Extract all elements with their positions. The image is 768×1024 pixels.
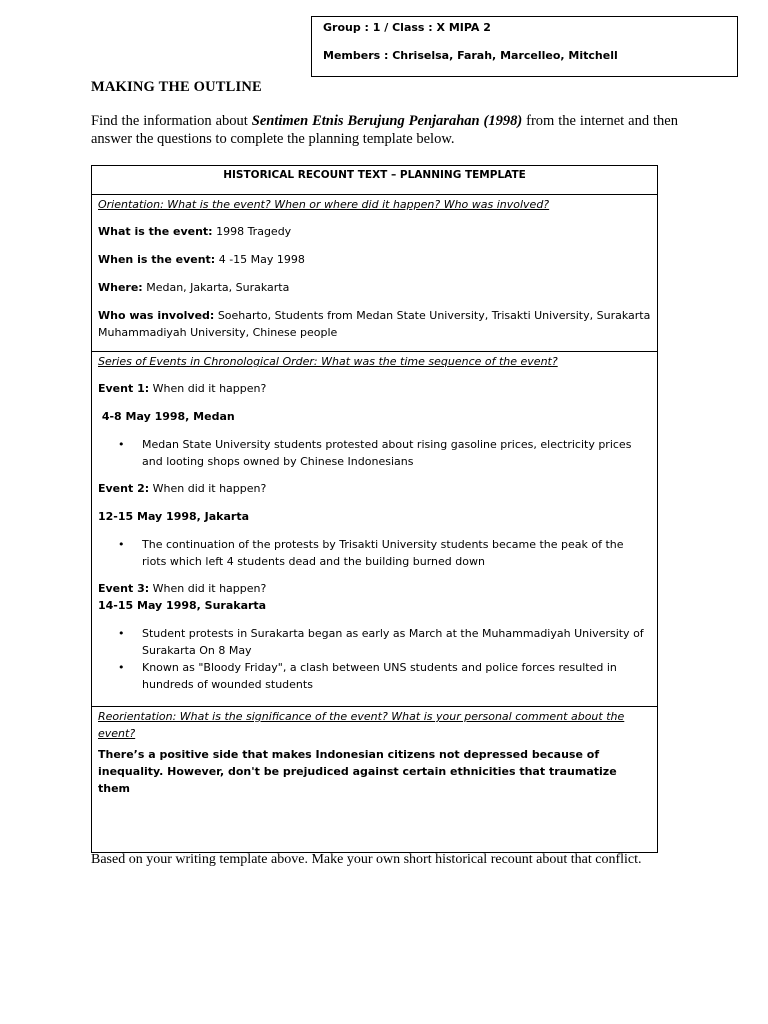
event-when-label: When is the event: bbox=[98, 253, 216, 266]
event-3-label: Event 3: bbox=[98, 582, 150, 595]
event-when-value: 4 -15 May 1998 bbox=[215, 253, 305, 266]
instructions-paragraph bbox=[91, 112, 678, 148]
list-item: • Known as "Bloody Friday", a clash between UNS students and police forces resulted in hundreds of wounded students bbox=[142, 659, 651, 693]
instructions-prefix: Find the information about bbox=[91, 113, 252, 129]
event-who-value: Soeharto, Students from Medan State University, Trisakti University, Surakarta Muhammadiyah University, Chinese people bbox=[98, 309, 651, 339]
event-when-line bbox=[98, 251, 651, 268]
instructions-suffix: from the internet and then answer the questions to complete the planning template below. bbox=[91, 113, 678, 147]
reorientation-prompt: Reorientation: What is the significance of the event? What is your personal comment about the event? bbox=[98, 710, 625, 740]
series-prompt: Series of Events in Chronological Order: What was the time sequence of the event? bbox=[98, 355, 558, 368]
event-1-date: 4-8 May 1998, Medan bbox=[98, 410, 235, 423]
event-2-label: Event 2: bbox=[98, 482, 150, 495]
event-where-line bbox=[98, 279, 651, 296]
event-3-date: 14-15 May 1998, Surakarta bbox=[98, 599, 267, 612]
orientation-cell bbox=[92, 195, 657, 352]
template-header: HISTORICAL RECOUNT TEXT – PLANNING TEMPLATE bbox=[92, 166, 657, 195]
instructions-topic: Sentimen Etnis Berujung Penjarahan (1998) bbox=[251, 113, 523, 129]
event-3-heading bbox=[98, 580, 651, 597]
list-item: • Medan State University students protested about rising gasoline prices, electricity prices and looting shops owned by Chinese Indonesians bbox=[142, 436, 651, 470]
event-1-heading bbox=[98, 380, 651, 397]
orientation-prompt: Orientation: What is the event? When or where did it happen? Who was involved? bbox=[98, 198, 550, 211]
event-where-label: Where: bbox=[98, 281, 143, 294]
planning-template-table bbox=[91, 165, 658, 853]
event-who-line bbox=[98, 307, 651, 341]
group-class-line: Group : 1 / Class : X MIPA 2 bbox=[323, 21, 491, 34]
event-3-question: When did it happen? bbox=[149, 582, 267, 595]
reorientation-answer: There’s a positive side that makes Indonesian citizens not depressed because of inequality. However, don't be prejudiced against certain ethnicities that traumatize them bbox=[98, 748, 617, 795]
event-what-label: What is the event: bbox=[98, 225, 213, 238]
event-1-bullets bbox=[98, 436, 651, 470]
reorientation-cell bbox=[92, 707, 657, 853]
footer-instruction: Based on your writing template above. Make your own short historical recount about that conflict. bbox=[91, 852, 642, 867]
event-1-question: When did it happen? bbox=[149, 382, 267, 395]
event-2-bullets bbox=[98, 536, 651, 570]
event-who-label: Who was involved: bbox=[98, 309, 215, 322]
event-2-question: When did it happen? bbox=[149, 482, 267, 495]
event-what-value: 1998 Tragedy bbox=[212, 225, 292, 238]
series-of-events-cell bbox=[92, 352, 657, 707]
list-item: • Student protests in Surakarta began as early as March at the Muhammadiyah University of Surakarta On 8 May bbox=[142, 625, 651, 659]
event-3-bullets bbox=[98, 625, 651, 693]
group-info-box bbox=[311, 16, 738, 77]
event-1-label: Event 1: bbox=[98, 382, 150, 395]
event-what-line bbox=[98, 223, 651, 240]
section-title: MAKING THE OUTLINE bbox=[91, 79, 262, 95]
members-line: Members : Chriselsa, Farah, Marcelleo, Mitchell bbox=[323, 49, 618, 62]
event-where-value: Medan, Jakarta, Surakarta bbox=[142, 281, 290, 294]
event-2-date: 12-15 May 1998, Jakarta bbox=[98, 510, 250, 523]
event-2-heading bbox=[98, 480, 651, 497]
list-item: • The continuation of the protests by Trisakti University students became the peak of the riots which left 4 students dead and the building burned down bbox=[142, 536, 651, 570]
